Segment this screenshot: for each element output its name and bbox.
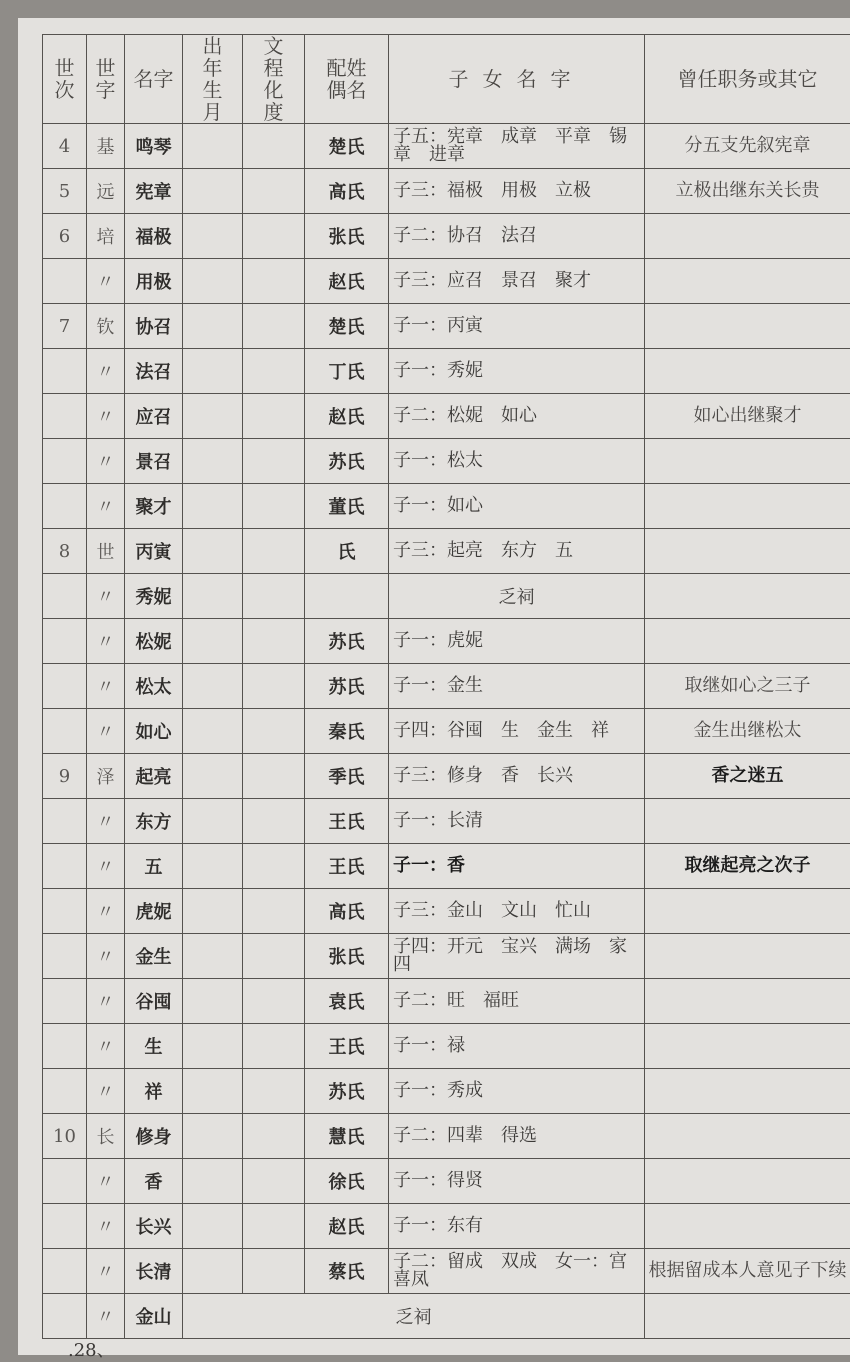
table-row: [43, 979, 850, 1024]
no-heir-cell: 乏祠: [389, 574, 645, 619]
education-cell: [243, 574, 305, 619]
generation-char-cell: 〃: [87, 439, 125, 484]
name-cell: 东方: [125, 799, 183, 844]
children-cell: 子四：谷囤 生 金生 祥: [389, 709, 645, 754]
children-cell: 子一：秀妮: [389, 349, 645, 394]
genealogy-table: [42, 34, 850, 1339]
education-cell: [243, 1159, 305, 1204]
name-cell: 用极: [125, 259, 183, 304]
note-cell: 金生出继松太: [645, 709, 850, 754]
education-cell: [243, 124, 305, 169]
note-cell: 如心出继聚才: [645, 394, 850, 439]
generation-char-cell: 〃: [87, 1204, 125, 1249]
generation-char-cell: 〃: [87, 979, 125, 1024]
table-row: [43, 484, 850, 529]
children-cell: 子二：旺 福旺: [389, 979, 645, 1024]
note-cell: [645, 934, 850, 979]
name-cell: 长兴: [125, 1204, 183, 1249]
birth-cell: [183, 169, 243, 214]
children-cell: 子一：香: [389, 844, 645, 889]
generation-cell: [43, 979, 87, 1024]
spouse-cell: 慧氏: [305, 1114, 389, 1159]
name-cell: 金生: [125, 934, 183, 979]
header-name: 名字: [125, 35, 183, 124]
name-cell: 金山: [125, 1294, 183, 1339]
spouse-cell: 赵氏: [305, 1204, 389, 1249]
generation-char-cell: 〃: [87, 934, 125, 979]
note-cell: [645, 1294, 850, 1339]
children-cell: 子一：东有: [389, 1204, 645, 1249]
spouse-cell: 王氏: [305, 1024, 389, 1069]
children-cell: 子三：金山 文山 忙山: [389, 889, 645, 934]
education-cell: [243, 754, 305, 799]
name-cell: 修身: [125, 1114, 183, 1159]
table-row: [43, 214, 850, 259]
table-row: [43, 934, 850, 979]
spouse-cell: 苏氏: [305, 664, 389, 709]
name-cell: 生: [125, 1024, 183, 1069]
spouse-cell: [305, 574, 389, 619]
no-heir-cell: 乏祠: [183, 1294, 645, 1339]
education-cell: [243, 1114, 305, 1159]
education-cell: [243, 169, 305, 214]
birth-cell: [183, 574, 243, 619]
generation-char-cell: 培: [87, 214, 125, 259]
birth-cell: [183, 1114, 243, 1159]
education-cell: [243, 484, 305, 529]
table-row: [43, 529, 850, 574]
birth-cell: [183, 124, 243, 169]
generation-cell: 8: [43, 529, 87, 574]
birth-cell: [183, 979, 243, 1024]
generation-cell: 5: [43, 169, 87, 214]
birth-cell: [183, 889, 243, 934]
name-cell: 祥: [125, 1069, 183, 1114]
header-spouse: 配姓偶名: [305, 35, 389, 124]
generation-char-cell: 〃: [87, 619, 125, 664]
generation-cell: [43, 664, 87, 709]
education-cell: [243, 439, 305, 484]
generation-char-cell: 〃: [87, 1069, 125, 1114]
generation-char-cell: 基: [87, 124, 125, 169]
generation-cell: [43, 1159, 87, 1204]
generation-cell: 6: [43, 214, 87, 259]
spouse-cell: 楚氏: [305, 124, 389, 169]
name-cell: 长清: [125, 1249, 183, 1294]
name-cell: 五: [125, 844, 183, 889]
generation-cell: [43, 799, 87, 844]
education-cell: [243, 394, 305, 439]
generation-cell: [43, 1024, 87, 1069]
note-cell: 分五支先叙宪章: [645, 124, 850, 169]
education-cell: [243, 304, 305, 349]
name-cell: 丙寅: [125, 529, 183, 574]
spouse-cell: 张氏: [305, 934, 389, 979]
birth-cell: [183, 304, 243, 349]
education-cell: [243, 799, 305, 844]
table-row: [43, 889, 850, 934]
header-generation: 世次: [43, 35, 87, 124]
note-cell: 根据留成本人意见子下续: [645, 1249, 850, 1294]
spouse-cell: 张氏: [305, 214, 389, 259]
table-row: [43, 439, 850, 484]
spouse-cell: 王氏: [305, 799, 389, 844]
education-cell: [243, 529, 305, 574]
children-cell: 子一：虎妮: [389, 619, 645, 664]
table-row: [43, 259, 850, 304]
name-cell: 法召: [125, 349, 183, 394]
education-cell: [243, 349, 305, 394]
note-cell: 取继起亮之次子: [645, 844, 850, 889]
education-cell: [243, 1069, 305, 1114]
generation-cell: 10: [43, 1114, 87, 1159]
table-row: [43, 394, 850, 439]
birth-cell: [183, 439, 243, 484]
children-cell: 子一：秀成: [389, 1069, 645, 1114]
generation-cell: [43, 1069, 87, 1114]
table-row: [43, 1249, 850, 1294]
name-cell: 起亮: [125, 754, 183, 799]
name-cell: 如心: [125, 709, 183, 754]
birth-cell: [183, 1024, 243, 1069]
generation-char-cell: 〃: [87, 844, 125, 889]
header-notes: 曾任职务或其它: [645, 35, 850, 124]
generation-cell: [43, 439, 87, 484]
name-cell: 应召: [125, 394, 183, 439]
note-cell: [645, 259, 850, 304]
generation-char-cell: 〃: [87, 1159, 125, 1204]
spouse-cell: 氏: [305, 529, 389, 574]
header-education: 文程化度: [243, 35, 305, 124]
spouse-cell: 蔡氏: [305, 1249, 389, 1294]
education-cell: [243, 619, 305, 664]
spouse-cell: 袁氏: [305, 979, 389, 1024]
generation-char-cell: 〃: [87, 709, 125, 754]
birth-cell: [183, 844, 243, 889]
generation-char-cell: 世: [87, 529, 125, 574]
header-generation-char: 世字: [87, 35, 125, 124]
generation-char-cell: 〃: [87, 574, 125, 619]
register-page: [18, 18, 850, 1355]
birth-cell: [183, 259, 243, 304]
table-row: [43, 1159, 850, 1204]
table-row: [43, 709, 850, 754]
note-cell: [645, 529, 850, 574]
birth-cell: [183, 484, 243, 529]
table-row: [43, 349, 850, 394]
note-cell: [645, 1159, 850, 1204]
children-cell: 子三：应召 景召 聚才: [389, 259, 645, 304]
table-row: [43, 799, 850, 844]
note-cell: [645, 979, 850, 1024]
name-cell: 香: [125, 1159, 183, 1204]
generation-cell: [43, 889, 87, 934]
table-row: [43, 1024, 850, 1069]
children-cell: 子五：宪章 成章 平章 锡章 进章: [389, 124, 645, 169]
birth-cell: [183, 1249, 243, 1294]
generation-cell: [43, 574, 87, 619]
birth-cell: [183, 1204, 243, 1249]
generation-char-cell: 泽: [87, 754, 125, 799]
birth-cell: [183, 709, 243, 754]
birth-cell: [183, 1159, 243, 1204]
note-cell: [645, 799, 850, 844]
children-cell: 子一：得贤: [389, 1159, 645, 1204]
table-row: [43, 664, 850, 709]
spouse-cell: 苏氏: [305, 1069, 389, 1114]
table-row: [43, 1069, 850, 1114]
children-cell: 子一：丙寅: [389, 304, 645, 349]
name-cell: 鸣琴: [125, 124, 183, 169]
note-cell: [645, 349, 850, 394]
birth-cell: [183, 349, 243, 394]
table-row: [43, 619, 850, 664]
education-cell: [243, 664, 305, 709]
generation-cell: [43, 1294, 87, 1339]
generation-cell: 4: [43, 124, 87, 169]
birth-cell: [183, 214, 243, 259]
generation-cell: [43, 259, 87, 304]
children-cell: 子一：如心: [389, 484, 645, 529]
education-cell: [243, 1249, 305, 1294]
generation-char-cell: 〃: [87, 799, 125, 844]
generation-cell: 9: [43, 754, 87, 799]
generation-char-cell: 〃: [87, 1024, 125, 1069]
birth-cell: [183, 934, 243, 979]
children-cell: 子一：松太: [389, 439, 645, 484]
generation-char-cell: 远: [87, 169, 125, 214]
birth-cell: [183, 664, 243, 709]
spouse-cell: 赵氏: [305, 394, 389, 439]
note-cell: 立极出继东关长贵: [645, 169, 850, 214]
spouse-cell: 秦氏: [305, 709, 389, 754]
birth-cell: [183, 754, 243, 799]
birth-cell: [183, 619, 243, 664]
note-cell: [645, 1114, 850, 1159]
generation-char-cell: 〃: [87, 259, 125, 304]
birth-cell: [183, 1069, 243, 1114]
note-cell: [645, 1204, 850, 1249]
name-cell: 景召: [125, 439, 183, 484]
note-cell: [645, 214, 850, 259]
note-cell: 香之迷五: [645, 754, 850, 799]
table-row: [43, 754, 850, 799]
education-cell: [243, 979, 305, 1024]
page-number: .28、: [68, 1336, 115, 1362]
generation-cell: [43, 1204, 87, 1249]
children-cell: 子一：长清: [389, 799, 645, 844]
name-cell: 聚才: [125, 484, 183, 529]
generation-char-cell: 〃: [87, 484, 125, 529]
spouse-cell: 董氏: [305, 484, 389, 529]
spouse-cell: 苏氏: [305, 439, 389, 484]
table-row: [43, 124, 850, 169]
generation-cell: [43, 619, 87, 664]
header-children: 子女名字: [389, 35, 645, 124]
generation-char-cell: 钦: [87, 304, 125, 349]
header-birth: 出年生月: [183, 35, 243, 124]
birth-cell: [183, 529, 243, 574]
spouse-cell: 季氏: [305, 754, 389, 799]
table-row: [43, 304, 850, 349]
generation-char-cell: 〃: [87, 1294, 125, 1339]
education-cell: [243, 934, 305, 979]
name-cell: 松太: [125, 664, 183, 709]
birth-cell: [183, 394, 243, 439]
generation-cell: [43, 844, 87, 889]
note-cell: [645, 439, 850, 484]
note-cell: [645, 889, 850, 934]
note-cell: [645, 304, 850, 349]
education-cell: [243, 1204, 305, 1249]
table-row: [43, 169, 850, 214]
table-row: [43, 1114, 850, 1159]
generation-char-cell: 长: [87, 1114, 125, 1159]
children-cell: 子四：开元 宝兴 满场 家四: [389, 934, 645, 979]
generation-char-cell: 〃: [87, 1249, 125, 1294]
name-cell: 松妮: [125, 619, 183, 664]
note-cell: [645, 619, 850, 664]
spouse-cell: 高氏: [305, 889, 389, 934]
education-cell: [243, 259, 305, 304]
education-cell: [243, 889, 305, 934]
children-cell: 子二：四辈 得选: [389, 1114, 645, 1159]
spouse-cell: 王氏: [305, 844, 389, 889]
children-cell: 子三：福极 用极 立极: [389, 169, 645, 214]
table-row: [43, 1294, 850, 1339]
name-cell: 秀妮: [125, 574, 183, 619]
generation-cell: [43, 349, 87, 394]
generation-cell: [43, 934, 87, 979]
generation-cell: [43, 709, 87, 754]
children-cell: 子一：金生: [389, 664, 645, 709]
name-cell: 谷囤: [125, 979, 183, 1024]
name-cell: 宪章: [125, 169, 183, 214]
birth-cell: [183, 799, 243, 844]
table-row: [43, 844, 850, 889]
children-cell: 子二：协召 法召: [389, 214, 645, 259]
note-cell: [645, 484, 850, 529]
generation-cell: [43, 1249, 87, 1294]
note-cell: [645, 1024, 850, 1069]
generation-char-cell: 〃: [87, 889, 125, 934]
name-cell: 协召: [125, 304, 183, 349]
table-body: [43, 124, 850, 1339]
education-cell: [243, 844, 305, 889]
children-cell: 子一：禄: [389, 1024, 645, 1069]
note-cell: [645, 574, 850, 619]
education-cell: [243, 709, 305, 754]
spouse-cell: 楚氏: [305, 304, 389, 349]
education-cell: [243, 1024, 305, 1069]
note-cell: [645, 1069, 850, 1114]
name-cell: 福极: [125, 214, 183, 259]
spouse-cell: 丁氏: [305, 349, 389, 394]
education-cell: [243, 214, 305, 259]
name-cell: 虎妮: [125, 889, 183, 934]
generation-char-cell: 〃: [87, 664, 125, 709]
spouse-cell: 苏氏: [305, 619, 389, 664]
table-row: [43, 574, 850, 619]
spouse-cell: 徐氏: [305, 1159, 389, 1204]
generation-char-cell: 〃: [87, 394, 125, 439]
children-cell: 子二：松妮 如心: [389, 394, 645, 439]
children-cell: 子三：起亮 东方 五: [389, 529, 645, 574]
spouse-cell: 赵氏: [305, 259, 389, 304]
children-cell: 子三：修身 香 长兴: [389, 754, 645, 799]
note-cell: 取继如心之三子: [645, 664, 850, 709]
table-row: [43, 1204, 850, 1249]
generation-char-cell: 〃: [87, 349, 125, 394]
generation-cell: [43, 394, 87, 439]
generation-cell: 7: [43, 304, 87, 349]
children-cell: 子二：留成 双成 女一：宫喜凤: [389, 1249, 645, 1294]
header-row: [43, 35, 850, 124]
spouse-cell: 高氏: [305, 169, 389, 214]
generation-cell: [43, 484, 87, 529]
